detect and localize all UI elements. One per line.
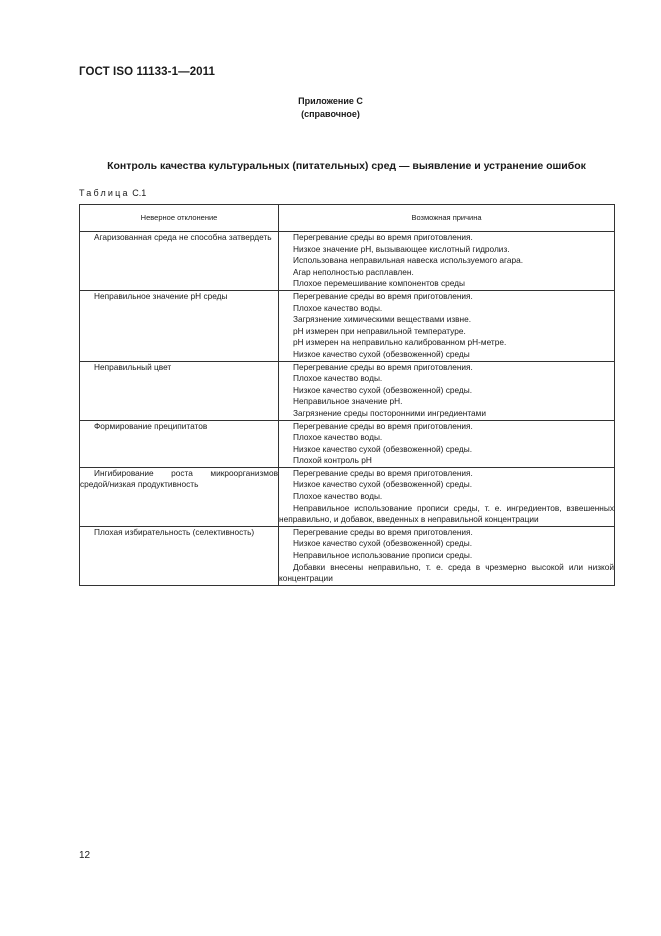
cause-line: Плохое перемешивание компонентов среды bbox=[293, 278, 465, 289]
cause-line: Низкое качество сухой (обезвоженной) среды. bbox=[293, 538, 473, 549]
cause-line: Перегревание среды во время приготовления. bbox=[293, 420, 473, 431]
document-code: ГОСТ ISO 11133-1—2011 bbox=[79, 66, 216, 78]
deviation-text: Плохая избирательность (селективность) bbox=[94, 526, 255, 537]
deviation-text: Ингибирование роста микроорганизмов средой/низкая продуктивность bbox=[80, 467, 278, 490]
annex-title: Приложение С bbox=[298, 96, 363, 106]
deviation-cell bbox=[80, 290, 279, 361]
table-row bbox=[80, 232, 615, 291]
cause-line: Плохой контроль рН bbox=[293, 455, 372, 466]
cause-line: Плохое качество воды. bbox=[293, 302, 383, 313]
cause-line: Агар неполностью расплавлен. bbox=[293, 266, 414, 277]
cause-line: Использована неправильная навеска используемого агара. bbox=[293, 255, 524, 266]
cause-line: Неправильное использование прописи среды, т. е. ингредиентов, взвешенных неправильно, и добавок, введенных в неправильной концентрации bbox=[279, 502, 614, 525]
cause-cell bbox=[279, 420, 615, 467]
column-header-cause: Возможная причина bbox=[279, 205, 615, 232]
cause-line: Перегревание среды во время приготовления. bbox=[293, 467, 473, 478]
cause-line: Перегревание среды во время приготовления. bbox=[293, 361, 473, 372]
cause-cell bbox=[279, 467, 615, 526]
cause-line: Загрязнение среды посторонними ингредиентами bbox=[293, 407, 486, 418]
deviation-cell bbox=[80, 361, 279, 420]
table-row bbox=[80, 361, 615, 420]
cause-line: Неправильное использование прописи среды. bbox=[293, 550, 473, 561]
table-label-number: С.1 bbox=[132, 188, 147, 198]
cause-line: Перегревание среды во время приготовления. bbox=[293, 526, 473, 537]
cause-cell bbox=[279, 290, 615, 361]
deviation-text: Агаризованная среда не способна затвердеть bbox=[94, 232, 272, 242]
cause-line: Плохое качество воды. bbox=[293, 491, 383, 502]
cause-line: Перегревание среды во время приготовления. bbox=[293, 290, 473, 301]
deviation-cell bbox=[80, 420, 279, 467]
column-header-deviation: Неверное отклонение bbox=[80, 205, 279, 232]
cause-line: Плохое качество воды. bbox=[293, 373, 383, 384]
table-label bbox=[79, 188, 146, 198]
table-row bbox=[80, 290, 615, 361]
deviation-text: Неправильное значение рН среды bbox=[94, 290, 228, 301]
page-number: 12 bbox=[79, 850, 91, 861]
deviation-cell bbox=[80, 467, 279, 526]
cause-cell bbox=[279, 232, 615, 291]
table-row bbox=[80, 420, 615, 467]
table-label-prefix: Таблица bbox=[79, 188, 130, 198]
cause-line: Низкое качество сухой (обезвоженной) среды bbox=[293, 348, 470, 359]
section-title: Контроль качества культуральных (питательных) сред — выявление и устранение ошибок bbox=[107, 160, 586, 172]
annex-subtitle: (справочное) bbox=[301, 109, 360, 119]
table-header-row bbox=[80, 205, 615, 232]
cause-line: рН измерен на неправильно калиброванном рН-метре. bbox=[293, 337, 507, 348]
table-row bbox=[80, 526, 615, 585]
deviation-cell bbox=[80, 526, 279, 585]
cause-line: Низкое качество сухой (обезвоженной) среды. bbox=[293, 384, 473, 395]
deviation-text: Неправильный цвет bbox=[94, 361, 172, 372]
deviation-text: Формирование преципитатов bbox=[94, 420, 208, 431]
cause-line: Низкое качество сухой (обезвоженной) среды. bbox=[293, 479, 473, 490]
cause-line: Плохое качество воды. bbox=[293, 432, 383, 443]
table-c1 bbox=[79, 204, 615, 586]
cause-cell bbox=[279, 361, 615, 420]
cause-line: Перегревание среды во время приготовления. bbox=[293, 232, 473, 242]
cause-line: Неправильное значение рН. bbox=[293, 396, 403, 407]
deviation-cell bbox=[80, 232, 279, 291]
cause-line: Низкое значение рН, вызывающее кислотный гидролиз. bbox=[293, 243, 510, 254]
cause-cell bbox=[279, 526, 615, 585]
cause-line: Загрязнение химическими веществами извне. bbox=[293, 314, 472, 325]
cause-line: Низкое качество сухой (обезвоженной) среды. bbox=[293, 443, 473, 454]
cause-line: Добавки внесены неправильно, т. е. среда в чрезмерно высокой или низкой концентрации bbox=[279, 561, 614, 584]
cause-line: рН измерен при неправильной температуре. bbox=[293, 325, 466, 336]
table-row bbox=[80, 467, 615, 526]
